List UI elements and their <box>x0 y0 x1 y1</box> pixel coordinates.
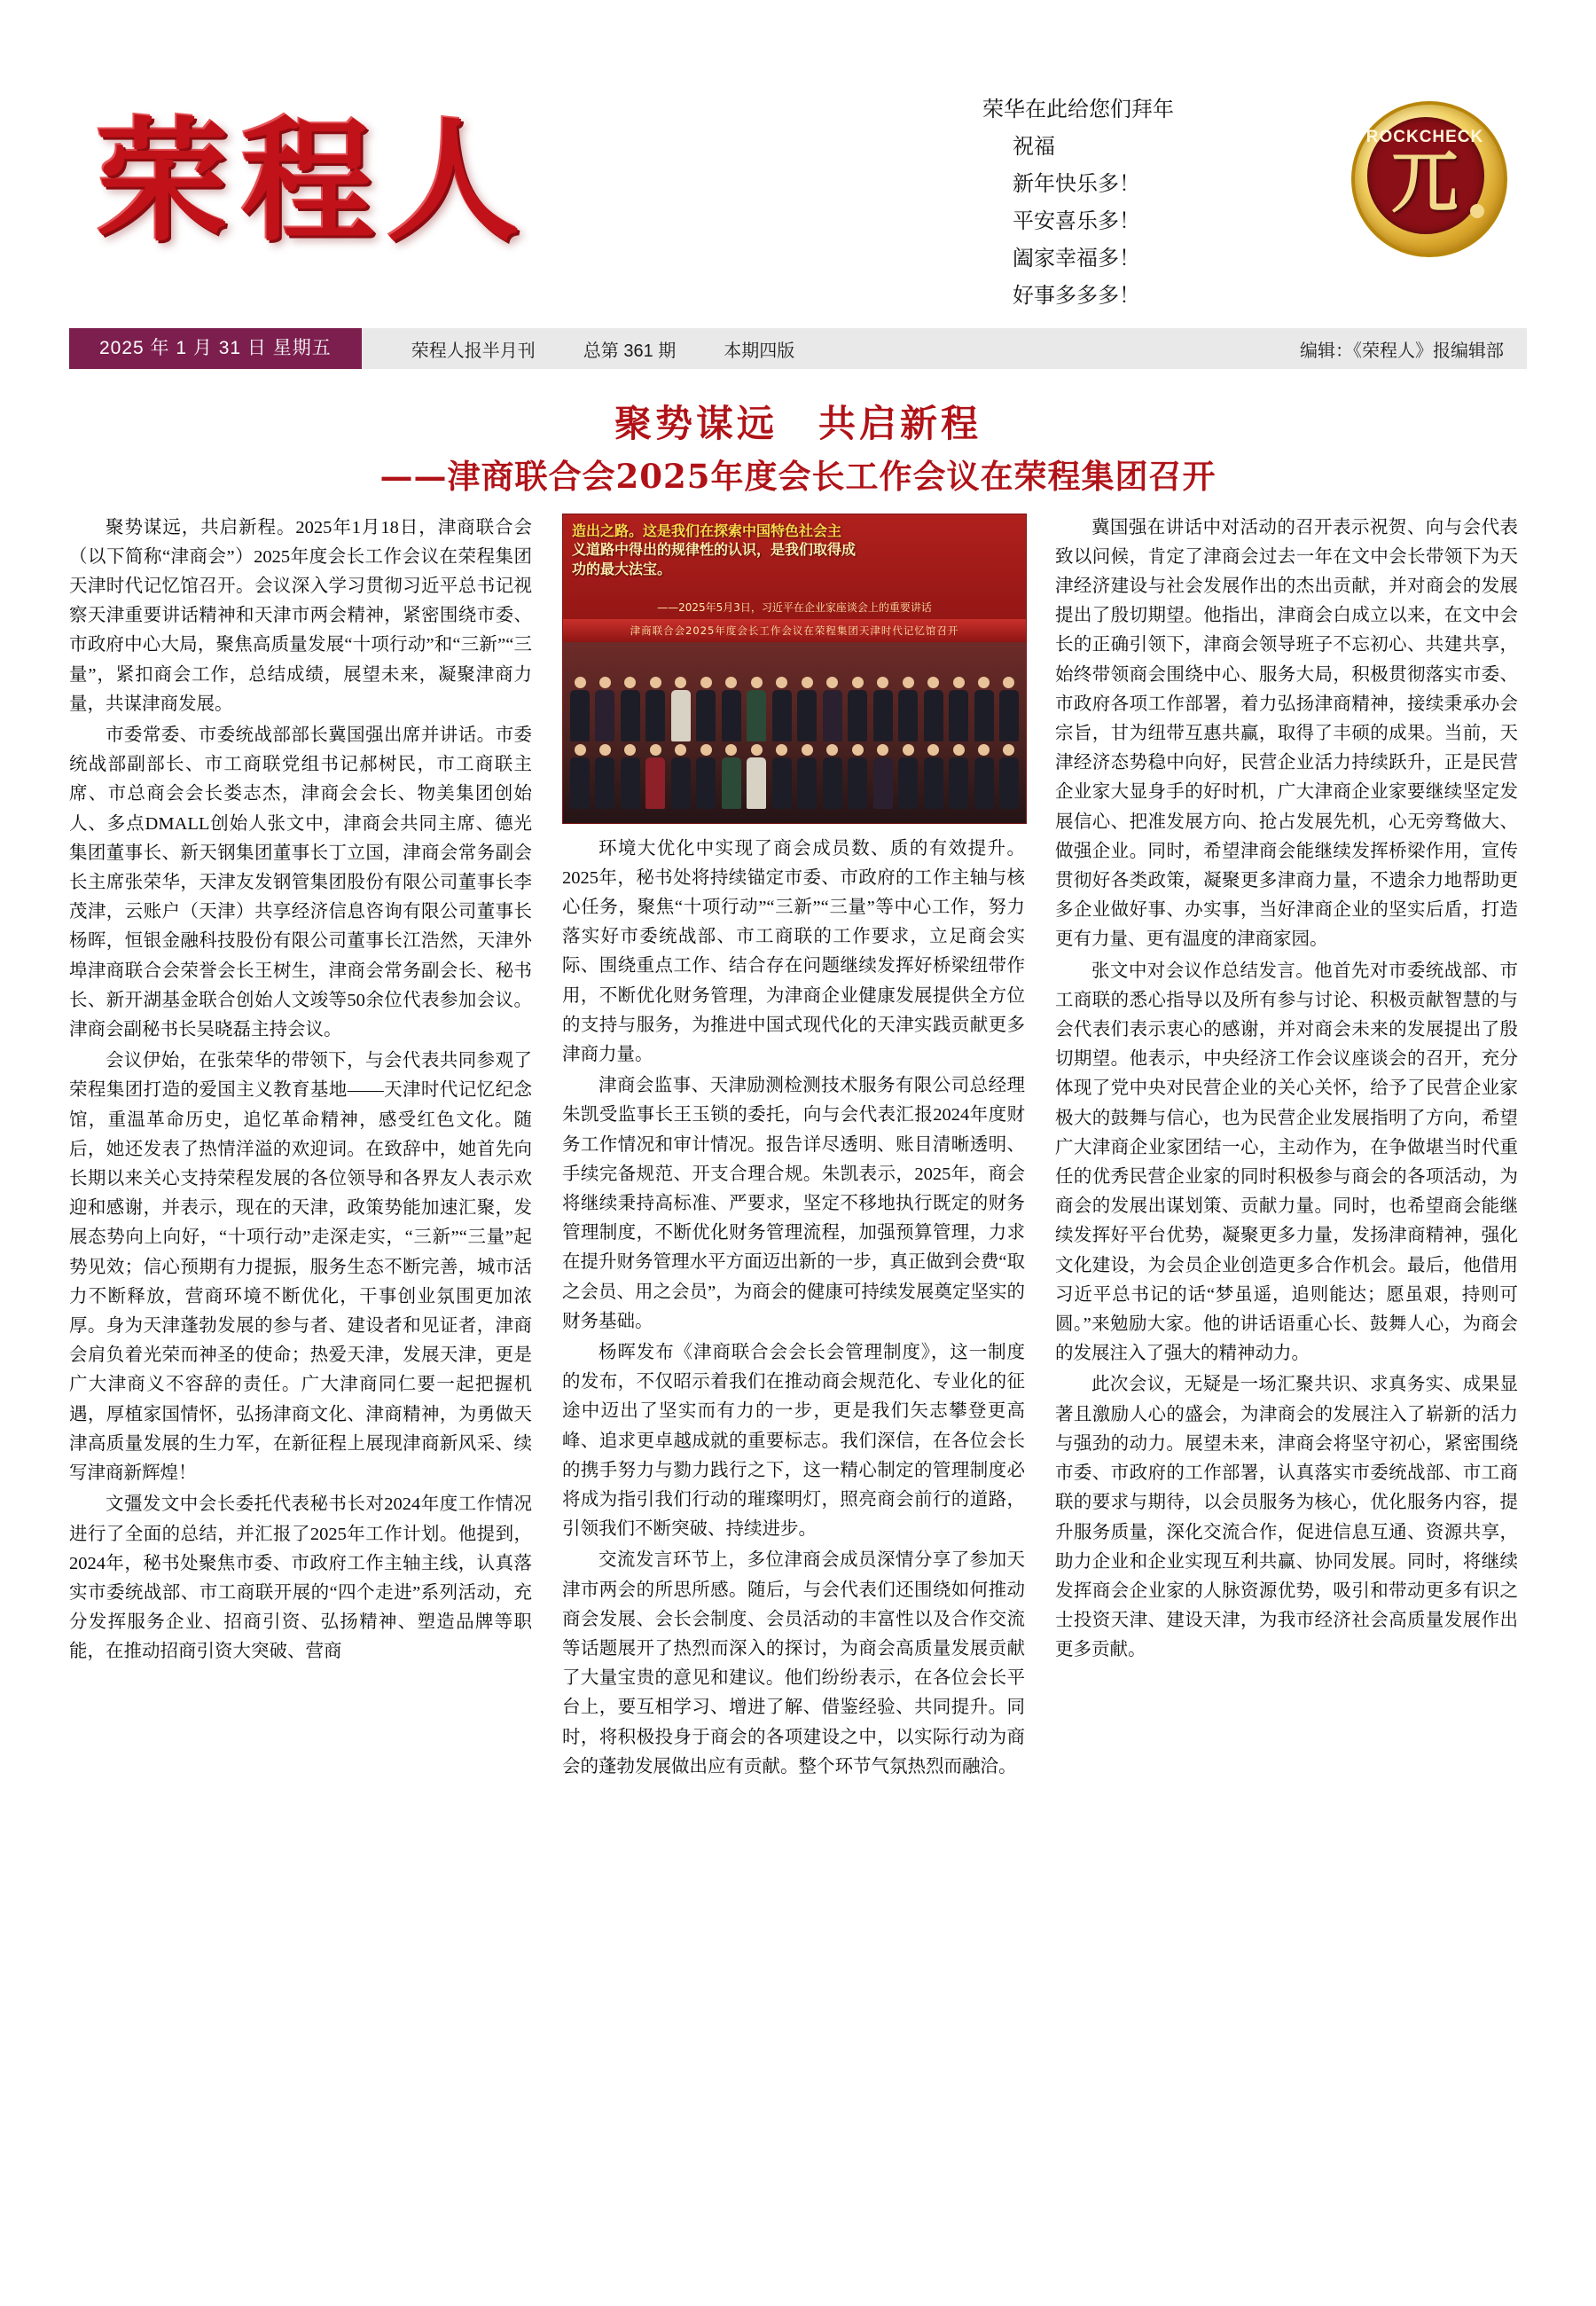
photo-person <box>821 744 844 809</box>
photo-person <box>568 677 591 741</box>
conference-group-photo <box>562 514 1027 824</box>
logo-glyph: 兀 <box>1391 143 1459 222</box>
greeting-line: 平安喜乐多！ <box>1013 208 1140 233</box>
photo-person <box>669 744 692 809</box>
issue-number: 总第 361 期 <box>583 341 677 361</box>
photo-person <box>619 744 642 809</box>
paragraph: 津商会监事、天津励测检测技术服务有限公司总经理朱凯受监事长王玉锁的委托，向与会代表汇报2024年度财务工作情况和审计情况。报告详尽透明、账目清晰透明、手续完备规范、开支合理合规。朱凯表示，2025年，商会将继续秉持高标准、严要求，坚定不移地执行既定的财务管理制度，不断优化财务管理流程，加强预算管理，力求在提升财务管理水平方面迈出新的一步，真正做到会费“取之会员、用之会员”，为商会的健康可持续发展奠定坚实的财务基础。 <box>562 1076 1025 1331</box>
banner-line-3: 功的最大法宝。 <box>572 560 672 577</box>
photo-banner-text <box>572 522 1017 579</box>
banner-line-1: 造出之路。这是我们在探索中国特色社会主 <box>572 522 842 539</box>
photo-person <box>795 677 818 741</box>
greeting-line: 荣华在此给您们拜年 <box>982 97 1174 122</box>
newspaper-title: 荣程人 <box>96 104 533 260</box>
paragraph: 张文中对会议作总结发言。他首先对市委统战部、市工商联的悉心指导以及所有参与讨论、积极贡献智慧的与会代表们表示衷心的感谢，并对商会未来的发展提出了殷切期望。他表示，中央经济工作会议座谈会的召开，充分体现了党中央对民营企业的关心关怀，给予了民营企业家极大的鼓舞与信心，也为民营企业发展指明了方向，希望广大津商企业家团结一心，主动作为，在争做堪当时代重任的优秀民营企业家的同时积极参与商会的各项活动，为商会的发展出谋划策、贡献力量。同时，也希望商会能继续发挥好平台优势，凝聚更多力量，发扬津商精神，强化文化建设，为会员企业创造更多合作机会。最后，他借用习近平总书记的话“梦虽遥，追则能达；愿虽艰，持则可圆。”来勉励大家。他的讲话语重心长、鼓舞人心，为商会的发展注入了强大的精神动力。 <box>1055 961 1518 1364</box>
article-columns <box>69 514 1527 2181</box>
greeting-line: 好事多多多！ <box>1013 283 1140 308</box>
headline-main: 聚势谋远 共启新程 <box>614 402 982 445</box>
photo-person <box>593 677 616 741</box>
column-right <box>1055 514 1518 2181</box>
photo-person <box>745 744 768 809</box>
photo-ribbon-caption: 津商联合会2025年度会长工作会议在荣程集团天津时代记忆馆召开 <box>563 619 1026 642</box>
photo-person <box>896 744 919 809</box>
photo-person <box>644 744 667 809</box>
photo-person <box>593 744 616 809</box>
photo-person <box>771 677 794 741</box>
photo-person <box>922 677 945 741</box>
column-middle <box>562 514 1025 2181</box>
rockcheck-logo <box>1332 89 1518 257</box>
photo-people-row-front <box>568 744 1021 809</box>
photo-person <box>720 744 743 809</box>
editor-credit: 编辑：《荣程人》报编辑部 <box>1300 341 1504 361</box>
photo-person <box>947 744 970 809</box>
photo-person <box>821 677 844 741</box>
photo-person <box>720 677 743 741</box>
paragraph: 聚势谋远，共启新程。2025年1月18日，津商联合会（以下简称“津商会”）2025年度会长工作会议在荣程集团天津时代记忆馆召开。会议深入学习贯彻习近平总书记视察天津重要讲话精神和天津市两会精神，紧密围绕市委、市政府中心大局，聚焦高质量发展“十项行动”和“三新”“三量”，紧扣商会工作，总结成绩，展望未来，凝聚津商力量，共谋津商发展。 <box>69 517 532 714</box>
photo-person <box>998 744 1021 809</box>
paragraph: 会议伊始，在张荣华的带领下，与会代表共同参观了荣程集团打造的爱国主义教育基地——天津时代记忆纪念馆，重温革命历史，追忆革命精神，感受红色文化。随后，她还发表了热情洋溢的欢迎词。在致辞中，她首先向长期以来关心支持荣程发展的各位领导和各界友人表示欢迎和感谢，并表示，现在的天津，政策势能加速汇聚，发展态势向上向好，“十项行动”走深走实，“三新”“三量”起势见效；信心预期有力提振，服务生态不断完善，城市活力不断释放，营商环境不断优化，干事创业氛围更加浓厚。身为天津蓬勃发展的参与者、建设者和见证者，津商会肩负着光荣而神圣的使命；热爱天津，发展天津，更是广大津商义不容辞的责任。广大津商同仁要一起把握机遇，厚植家国情怀，弘扬津商文化、津商精神，为勇做天津高质量发展的生力军，在新征程上展现津商新风采、续写津商新辉煌！ <box>69 1051 532 1484</box>
photo-person <box>872 677 895 741</box>
paragraph: 市委常委、市委统战部部长冀国强出席并讲话。市委统战部副部长、市工商联党组书记郝树民，市工商联主席、市总商会会长娄志杰，津商会会长、物美集团创始人、多点DMALL创始人张文中，津商会共同主席、德光集团董事长、新天钢集团董事长丁立国，津商会常务副会长主席张荣华，天津友发钢管集团股份有限公司董事长李茂津，云账户（天津）共享经济信息咨询有限公司董事长杨晖，恒银金融科技股份有限公司董事长江浩然，天津外埠津商联合会荣誉会长王树生，津商会常务副会长、秘书长、新开湖基金联合创始人文竣等50余位代表参加会议。津商会副秘书长吴晓磊主持会议。 <box>69 726 532 1040</box>
photo-person <box>922 744 945 809</box>
issue-meta <box>362 336 1300 362</box>
masthead-infobar <box>69 328 1527 369</box>
greeting-line: 祝福 <box>1013 134 1055 159</box>
paragraph: 交流发言环节上，多位津商会成员深情分享了参加天津市两会的所思所感。随后，与会代表们还围绕如何推动商会发展、会长会制度、会员活动的丰富性以及合作交流等话题展开了热烈而深入的探讨，为商会高质量发展贡献了大量宝贵的意见和建议。他们纷纷表示，在各位会长平台上，要互相学习、增进了解、借鉴经验、共同提升。同时，将积极投身于商会的各项建设之中，以实际行动为商会的蓬勃发展做出应有贡献。整个环节气氛热烈而融洽。 <box>562 1550 1025 1777</box>
greeting-line: 阖家幸福多！ <box>1013 246 1140 271</box>
paragraph: 冀国强在讲话中对活动的召开表示祝贺、向与会代表致以问候，肯定了津商会过去一年在文中会长带领下为天津经济建设与社会发展作出的杰出贡献，并对商会的发展提出了殷切期望。他指出，津商会白成立以来，在文中会长的正确引领下，津商会领导班子不忘初心、共建共享，始终带领商会围绕中心、服务大局，积极贯彻落实市委、市政府各项工作部署，着力弘扬津商精神，接续秉承办会宗旨，甘为纽带互惠共赢，取得了丰硕的成果。当前，天津经济态势稳中向好，民营企业活力持续跃升，正是民营企业家大显身手的好时机，广大津商企业家要继续坚定发展信心、把准发展方向、抢占发展先机，心无旁骛做大、做强企业。同时，希望津商会能继续发挥桥梁作用，宣传贯彻好各类政策，凝聚更多津商力量，不遗余力地帮助更多企业做好事、办实事，当好津商企业的坚实后盾，打造更有力量、更有温度的津商家园。 <box>1055 517 1518 950</box>
greeting-line: 新年快乐多！ <box>1013 171 1140 196</box>
page-count: 本期四版 <box>724 341 795 361</box>
photo-person <box>568 744 591 809</box>
photo-person <box>644 677 667 741</box>
photo-person <box>947 677 970 741</box>
photo-person <box>694 744 717 809</box>
photo-people-row-back <box>568 677 1021 741</box>
banner-line-2: 义道路中得出的规律性的认识，是我们取得成 <box>572 541 857 559</box>
column-left <box>69 514 532 2181</box>
paragraph: 环境大优化中实现了商会成员数、质的有效提升。2025年，秘书处将持续锚定市委、市政府的工作主轴与核心任务，聚焦“十项行动”“三新”“三量”等中心工作，努力落实好市委统战部、市工商联的工作要求，立足商会实际、围绕重点工作、结合存在问题继续发挥好桥梁纽带作用，不断优化财务管理，为津商企业健康发展提供全方位的支持与服务，为推进中国式现代化的天津实践贡献更多津商力量。 <box>562 838 1025 1065</box>
logo-brand-text: ROCKCHECK <box>1365 128 1484 146</box>
photo-person <box>896 677 919 741</box>
paragraph: 杨晖发布《津商联合会会长会管理制度》，这一制度的发布，不仅昭示着我们在推动商会规范化、专业化的征途中迈出了坚实而有力的一步，更是我们矢志攀登更高峰、追求更卓越成就的重要标志。我们深信，在各位会长的携手努力与勠力践行之下，这一精心制定的管理制度必将成为指引我们行动的璀璨明灯，照亮商会前行的道路，引领我们不断突破、持续进步。 <box>562 1343 1025 1540</box>
photo-person <box>619 677 642 741</box>
headline-block <box>69 401 1527 498</box>
photo-person <box>872 744 895 809</box>
photo-person <box>745 677 768 741</box>
photo-person <box>846 677 869 741</box>
photo-person <box>973 744 996 809</box>
photo-person <box>669 677 692 741</box>
photo-person <box>771 744 794 809</box>
photo-banner-source: ——2025年5月3日，习近平在企业家座谈会上的重要讲话 <box>657 600 932 614</box>
paragraph: 文彊发文中会长委托代表秘书长对2024年度工作情况进行了全面的总结，并汇报了2025年工作计划。他提到，2024年，秘书处聚焦市委、市政府工作主轴主线，认真落实市委统战部、市工商联开展的“四个走进”系列活动，充分发挥服务企业、招商引资、弘扬精神、塑造品牌等职能，在推动招商引资大突破、营商 <box>69 1494 532 1662</box>
logo-dot-icon <box>1470 204 1484 218</box>
masthead <box>69 62 1527 328</box>
photo-person <box>846 744 869 809</box>
photo-person <box>795 744 818 809</box>
photo-person <box>998 677 1021 741</box>
photo-person <box>973 677 996 741</box>
photo-person <box>694 677 717 741</box>
paragraph: 此次会议，无疑是一场汇聚共识、求真务实、成果显著且激励人心的盛会，为津商会的发展注入了崭新的活力与强劲的动力。展望未来，津商会将坚守初心，紧密围绕市委、市政府的工作部署，认真落实市委统战部、市工商联的要求与期待，以会员服务为核心，优化服务内容，提升服务质量，深化交流合作，促进信息互通、资源共享，助力企业和企业实现互利共赢、协同发展。同时，将继续发挥商会企业家的人脉资源优势，吸引和带动更多有识之士投资天津、建设天津，为我市经济社会高质量发展作出更多贡献。 <box>1055 1375 1518 1660</box>
publication-name: 荣程人报半月刊 <box>411 341 536 361</box>
new-year-greeting <box>982 90 1337 314</box>
headline-sub: ——津商联合会2025年度会长工作会议在荣程集团召开 <box>379 456 1217 496</box>
issue-date: 2025 年 1 月 31 日 星期五 <box>69 328 362 369</box>
